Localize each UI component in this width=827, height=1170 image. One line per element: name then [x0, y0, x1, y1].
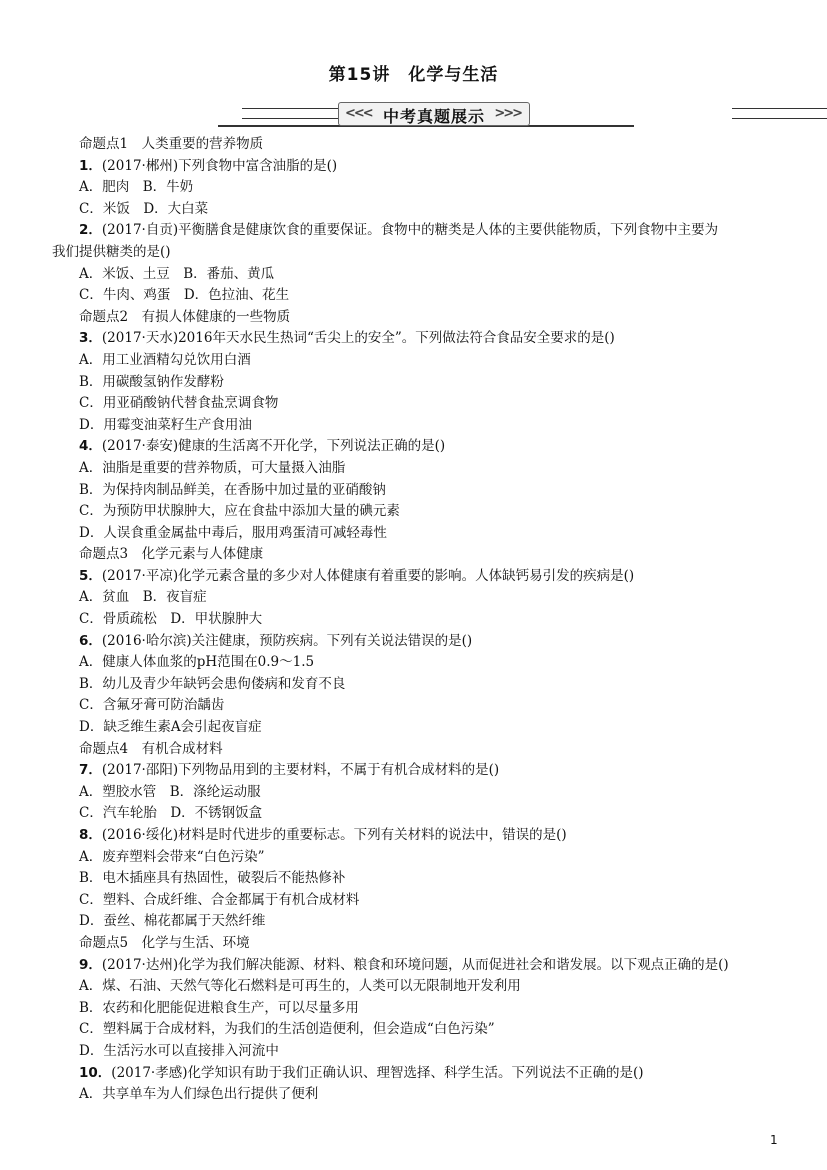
answer-option: [79, 458, 779, 480]
question-stem: [79, 955, 779, 977]
option-text: D．用霉变油菜籽生产食用油: [79, 416, 252, 433]
question-text: (2017·天水)2016年天水民生热词“舌尖上的安全”。下列做法符合食品安全要求的是(): [101, 330, 615, 347]
topic-heading: [79, 739, 779, 761]
option-text: B．用碳酸氢钠作发酵粉: [79, 373, 224, 390]
option-text: C．含氟牙膏可防治龋齿: [79, 697, 225, 714]
answer-option: [79, 803, 779, 825]
page-title: 第15讲 化学与生活: [328, 65, 499, 85]
answer-option: [79, 652, 779, 674]
question-number: 7．: [79, 762, 102, 779]
option-text: A．煤、石油、天然气等化石燃料是可再生的，人类可以无限制地开发利用: [79, 978, 521, 995]
option-text: A．塑胶水管 B．涤纶运动服: [79, 783, 261, 800]
answer-option: [79, 393, 779, 415]
question-text: (2017·邵阳)下列物品用到的主要材料，不属于有机合成材料的是(): [101, 762, 500, 779]
question-text: (2016·哈尔滨)关注健康，预防疾病。下列有关说法错误的是(): [101, 632, 473, 649]
option-text: C．用亚硝酸钠代替食盐烹调食物: [79, 395, 279, 412]
answer-option: [79, 782, 779, 804]
answer-option: [79, 501, 779, 523]
banner-lines-right: [732, 108, 827, 119]
answer-option: [79, 890, 779, 912]
question-text: (2017·泰安)健康的生活离不开化学，下列说法正确的是(): [101, 438, 446, 455]
answer-option: [79, 609, 779, 631]
option-text: C．为预防甲状腺肿大，应在食盐中添加大量的碘元素: [79, 503, 400, 520]
topic-text: 命题点1 人类重要的营养物质: [79, 136, 264, 152]
question-number: 1．: [79, 157, 102, 174]
option-text: B．电木插座具有热固性，破裂后不能热修补: [79, 870, 346, 887]
question-text: (2017·自贡)平衡膳食是健康饮食的重要保证。食物中的糖类是人体的主要供能物质，下列食物中主要为: [101, 222, 719, 239]
option-text: D．缺乏维生素A会引起夜盲症: [79, 719, 262, 736]
option-text: A．油脂是重要的营养物质，可大量摄入油脂: [79, 459, 346, 476]
option-text: C．米饭 D．大白菜: [79, 200, 209, 217]
option-text: C．塑料、合成纤维、合金都属于有机合成材料: [79, 891, 360, 908]
question-list: [52, 134, 779, 1106]
answer-option: [79, 285, 779, 307]
topic-heading: [79, 307, 779, 329]
option-text: B．为保持肉制品鲜美，在香肠中加过量的亚硝酸钠: [79, 481, 386, 498]
question-stem: [79, 566, 779, 588]
question-text: (2017·郴州)下列食物中富含油脂的是(): [101, 157, 338, 174]
answer-option: [79, 1019, 779, 1041]
chevron-right-icon: >>>: [494, 106, 521, 121]
option-text: D．生活污水可以直接排入河流中: [79, 1042, 279, 1059]
option-text: C．汽车轮胎 D．不锈钢饭盒: [79, 805, 263, 822]
question-stem: [79, 436, 779, 458]
answer-option: [79, 717, 779, 739]
answer-option: [79, 911, 779, 933]
chevron-left-icon: <<<: [345, 106, 372, 121]
question-text: (2017·孝感)化学知识有助于我们正确认识、理智选择、科学生活。下列说法不正确的是(): [111, 1064, 644, 1081]
banner-lines-left: [242, 108, 338, 119]
topic-text: 命题点4 有机合成材料: [79, 740, 223, 757]
answer-option: [79, 350, 779, 372]
option-text: A．米饭、土豆 B．番茄、黄瓜: [79, 265, 275, 282]
question-stem: [79, 825, 779, 847]
section-banner: [218, 100, 634, 130]
answer-option: [79, 372, 779, 394]
question-number: 8．: [79, 827, 102, 843]
topic-heading: [79, 544, 779, 566]
answer-option: [79, 1041, 779, 1063]
question-number: 9．: [79, 956, 102, 973]
answer-option: [79, 1084, 779, 1106]
question-text: 我们提供糖类的是(): [52, 243, 171, 260]
question-stem: [79, 631, 779, 653]
option-text: A．肥肉 B．牛奶: [79, 179, 194, 196]
answer-option: [79, 264, 779, 286]
question-stem: [79, 760, 779, 782]
answer-option: [79, 695, 779, 717]
question-number: 10．: [79, 1064, 112, 1081]
question-text: (2017·达州)化学为我们解决能源、材料、粮食和环境问题，从而促进社会和谐发展。以下观点正确的是(): [101, 956, 729, 973]
answer-option: [79, 847, 779, 869]
question-stem: [79, 1063, 779, 1085]
question-number: 4．: [79, 438, 102, 455]
topic-heading: [79, 134, 779, 156]
answer-option: [79, 415, 779, 437]
option-text: C．骨质疏松 D．甲状腺肿大: [79, 611, 263, 628]
page-number: 1: [770, 1133, 778, 1147]
option-text: C．塑料属于合成材料，为我们的生活创造便利，但会造成“白色污染”: [79, 1021, 495, 1038]
answer-option: [79, 998, 779, 1020]
question-stem: [79, 328, 779, 350]
answer-option: [79, 177, 779, 199]
option-text: D．蚕丝、棉花都属于天然纤维: [79, 913, 266, 930]
topic-heading: [79, 933, 779, 955]
question-continuation: [52, 242, 779, 264]
answer-option: [79, 523, 779, 545]
question-number: 5．: [79, 567, 102, 584]
topic-text: 命题点2 有损人体健康的一些物质: [79, 308, 291, 325]
option-text: A．健康人体血浆的pH范围在0.9～1.5: [79, 654, 315, 671]
question-number: 3．: [79, 330, 102, 347]
answer-option: [79, 868, 779, 890]
answer-option: [79, 674, 779, 696]
question-text: (2016·绥化)材料是时代进步的重要标志。下列有关材料的说法中，错误的是(): [101, 827, 567, 843]
option-text: B．幼儿及青少年缺钙会患佝偻病和发育不良: [79, 675, 346, 692]
option-text: A．用工业酒精勾兑饮用白酒: [79, 351, 251, 368]
topic-text: 命题点5 化学与生活、环境: [79, 934, 250, 951]
option-text: A．贫血 B．夜盲症: [79, 589, 207, 606]
answer-option: [79, 587, 779, 609]
banner-box: [338, 102, 530, 126]
question-text: (2017·平凉)化学元素含量的多少对人体健康有着重要的影响。人体缺钙易引发的疾病是(): [101, 567, 635, 584]
question-number: 2．: [79, 222, 102, 239]
answer-option: [79, 480, 779, 502]
question-number: 6．: [79, 632, 102, 649]
option-text: B．农药和化肥能促进粮食生产，可以尽量多用: [79, 999, 359, 1016]
answer-option: [79, 199, 779, 221]
topic-text: 命题点3 化学元素与人体健康: [79, 546, 264, 563]
banner-label: 中考真题展示: [382, 107, 485, 126]
option-text: C．牛肉、鸡蛋 D．色拉油、花生: [79, 287, 290, 304]
question-stem: [79, 220, 779, 242]
option-text: A．共享单车为人们绿色出行提供了便利: [79, 1086, 319, 1103]
question-stem: [79, 156, 779, 178]
answer-option: [79, 976, 779, 998]
option-text: D．人误食重金属盐中毒后，服用鸡蛋清可减轻毒性: [79, 524, 387, 541]
option-text: A．废弃塑料会带来“白色污染”: [79, 848, 265, 865]
